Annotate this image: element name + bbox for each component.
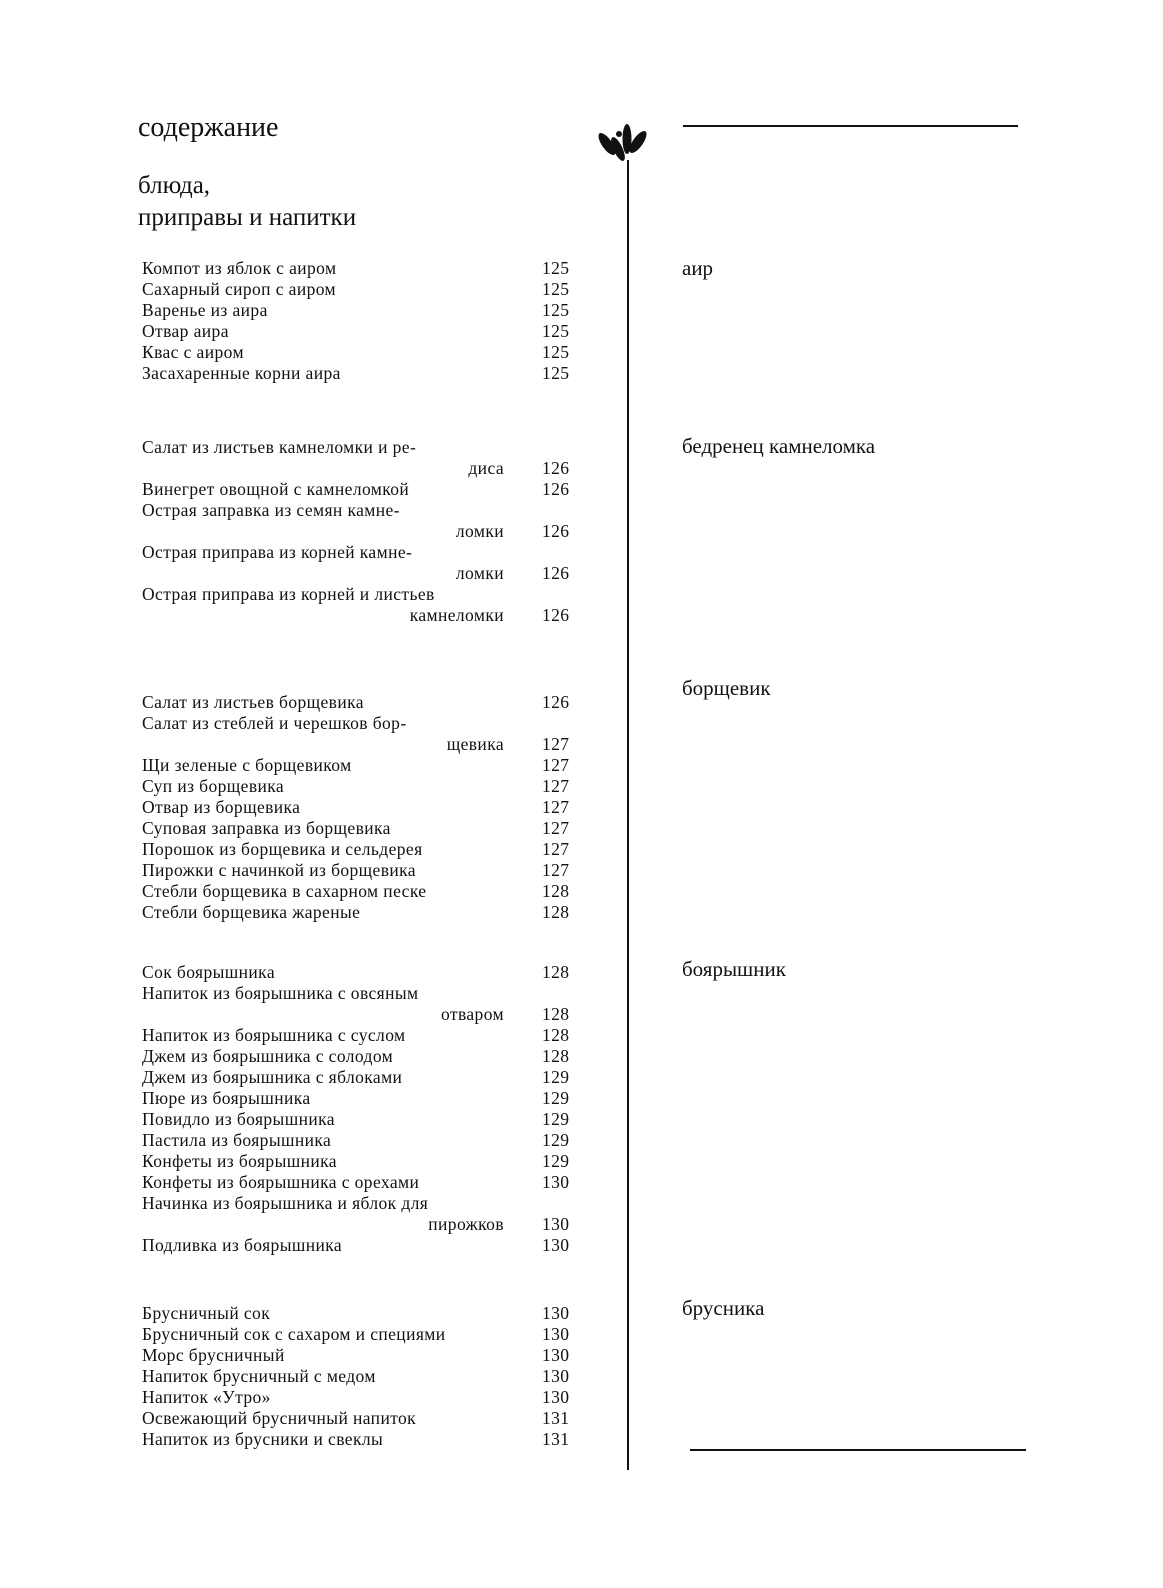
top-rule bbox=[683, 125, 1018, 127]
toc-entry-line bbox=[142, 563, 582, 584]
toc-entry-line bbox=[142, 1025, 582, 1046]
page-number: 126 bbox=[542, 521, 570, 541]
entry-title: Сок боярышника bbox=[142, 962, 275, 982]
page-number: 125 bbox=[542, 300, 570, 320]
entry-title: Салат из листьев камнеломки и ре- bbox=[142, 437, 417, 457]
page-number: 129 bbox=[542, 1151, 570, 1171]
entry-title: Отвар из борщевика bbox=[142, 797, 301, 817]
entry-title: Острая приправа из корней камне- bbox=[142, 542, 413, 562]
recipe-section bbox=[142, 437, 582, 626]
entry-title: Салат из стеблей и черешков бор- bbox=[142, 713, 407, 733]
toc-entry-line bbox=[142, 1214, 582, 1235]
toc-entry-line bbox=[142, 437, 582, 458]
entry-title: камнеломки bbox=[409, 605, 504, 625]
recipe-section bbox=[142, 962, 582, 1256]
entry-title: Напиток из боярышника с суслом bbox=[142, 1025, 406, 1045]
entry-title: Квас с аиром bbox=[142, 342, 244, 362]
entry-title: Начинка из боярышника и яблок для bbox=[142, 1193, 429, 1213]
entry-title: диса bbox=[468, 458, 504, 478]
entry-title: Компот из яблок с аиром bbox=[142, 258, 337, 278]
entry-title: Пирожки с начинкой из борщевика bbox=[142, 860, 416, 880]
page-number: 130 bbox=[542, 1235, 570, 1255]
toc-entry-line bbox=[142, 692, 582, 713]
subtitle-line: приправы и напитки bbox=[138, 204, 357, 231]
toc-entry-line bbox=[142, 300, 582, 321]
entry-title: Напиток из боярышника с овсяным bbox=[142, 983, 419, 1003]
toc-entry-line bbox=[142, 713, 582, 734]
page-number: 128 bbox=[542, 1004, 570, 1024]
page-number: 128 bbox=[542, 1046, 570, 1066]
page-number: 128 bbox=[542, 881, 570, 901]
entry-title: щевика bbox=[446, 734, 504, 754]
entry-title: Стебли борщевика жареные bbox=[142, 902, 361, 922]
entry-title: Брусничный сок с сахаром и специями bbox=[142, 1324, 446, 1344]
toc-entry-line bbox=[142, 776, 582, 797]
toc-entry-line bbox=[142, 881, 582, 902]
page-number: 127 bbox=[542, 797, 570, 817]
page-number: 127 bbox=[542, 734, 570, 754]
page-number: 131 bbox=[542, 1408, 570, 1428]
entry-title: Напиток «Утро» bbox=[142, 1387, 271, 1407]
page-number: 129 bbox=[542, 1067, 570, 1087]
entry-title: Повидло из боярышника bbox=[142, 1109, 335, 1129]
page-number: 128 bbox=[542, 1025, 570, 1045]
recipe-section bbox=[142, 1303, 582, 1450]
entry-title: Подливка из боярышника bbox=[142, 1235, 343, 1255]
page-number: 126 bbox=[542, 479, 570, 499]
page-number: 130 bbox=[542, 1214, 570, 1234]
entry-title: Острая заправка из семян камне- bbox=[142, 500, 400, 520]
entry-title: ломки bbox=[455, 563, 504, 583]
page-number: 126 bbox=[542, 692, 570, 712]
toc-entry-line bbox=[142, 1109, 582, 1130]
toc-entry-line bbox=[142, 1151, 582, 1172]
toc-entry-line bbox=[142, 755, 582, 776]
page-number: 128 bbox=[542, 902, 570, 922]
toc-entry-line bbox=[142, 605, 582, 626]
page-number: 125 bbox=[542, 258, 570, 278]
toc-entry-line bbox=[142, 542, 582, 563]
toc-entry-line bbox=[142, 1046, 582, 1067]
subtitle-line: блюда, bbox=[138, 172, 211, 199]
toc-entry-line bbox=[142, 860, 582, 881]
plant-label: аир bbox=[682, 256, 714, 280]
toc-entry-line bbox=[142, 342, 582, 363]
entry-title: Пюре из боярышника bbox=[142, 1088, 311, 1108]
entry-title: Напиток брусничный с медом bbox=[142, 1366, 376, 1386]
page-number: 129 bbox=[542, 1088, 570, 1108]
page-number: 130 bbox=[542, 1172, 570, 1192]
page-number: 130 bbox=[542, 1387, 570, 1407]
toc-entry-line bbox=[142, 363, 582, 384]
page-number: 127 bbox=[542, 818, 570, 838]
toc-entry-line bbox=[142, 839, 582, 860]
entry-title: Освежающий брусничный напиток bbox=[142, 1408, 417, 1428]
entry-title: Засахаренные корни аира bbox=[142, 363, 341, 383]
toc-entry-line bbox=[142, 1235, 582, 1256]
page-number: 127 bbox=[542, 860, 570, 880]
page-number: 125 bbox=[542, 342, 570, 362]
toc-entry-line bbox=[142, 734, 582, 755]
toc-entry-line bbox=[142, 1345, 582, 1366]
entry-title: пирожков bbox=[428, 1214, 504, 1234]
entry-title: Порошок из борщевика и сельдерея bbox=[142, 839, 423, 859]
recipe-section bbox=[142, 258, 582, 384]
entry-title: Пастила из боярышника bbox=[142, 1130, 332, 1150]
toc-entry-line bbox=[142, 1324, 582, 1345]
toc-entry-line bbox=[142, 1366, 582, 1387]
toc-entry-line bbox=[142, 1130, 582, 1151]
page-number: 130 bbox=[542, 1345, 570, 1365]
toc-entry-line bbox=[142, 321, 582, 342]
entry-title: Джем из боярышника с яблоками bbox=[142, 1067, 403, 1087]
entry-title: Стебли борщевика в сахарном песке bbox=[142, 881, 427, 901]
page-number: 131 bbox=[542, 1429, 570, 1449]
toc-entry-line bbox=[142, 1193, 582, 1214]
page-number: 125 bbox=[542, 279, 570, 299]
toc-entry-line bbox=[142, 479, 582, 500]
page-number: 130 bbox=[542, 1303, 570, 1323]
entry-title: Острая приправа из корней и листьев bbox=[142, 584, 435, 604]
page-number: 125 bbox=[542, 321, 570, 341]
toc-entry-line bbox=[142, 1387, 582, 1408]
toc-entry-line bbox=[142, 1303, 582, 1324]
toc-entry-line bbox=[142, 818, 582, 839]
page-number: 127 bbox=[542, 776, 570, 796]
plant-label: борщевик bbox=[682, 676, 771, 700]
entry-title: Суп из борщевика bbox=[142, 776, 285, 796]
toc-entry-line bbox=[142, 962, 582, 983]
page-number: 128 bbox=[542, 962, 570, 982]
bottom-rule bbox=[690, 1449, 1026, 1451]
entry-title: Отвар аира bbox=[142, 321, 229, 341]
page-title: содержание bbox=[138, 112, 279, 143]
toc-entry-line bbox=[142, 458, 582, 479]
page-number: 126 bbox=[542, 563, 570, 583]
page-number: 130 bbox=[542, 1366, 570, 1386]
plant-label: бедренец камнеломка bbox=[682, 434, 876, 458]
page-number: 127 bbox=[542, 755, 570, 775]
toc-entry-line bbox=[142, 1408, 582, 1429]
toc-entry-line bbox=[142, 1004, 582, 1025]
toc-entry-line bbox=[142, 902, 582, 923]
toc-entry-line bbox=[142, 521, 582, 542]
entry-title: Салат из листьев борщевика bbox=[142, 692, 364, 712]
plant-label: боярышник bbox=[682, 957, 786, 981]
page-number: 127 bbox=[542, 839, 570, 859]
recipe-section bbox=[142, 692, 582, 923]
entry-title: Морс брусничный bbox=[142, 1345, 285, 1365]
toc-entry-line bbox=[142, 1067, 582, 1088]
toc-entry-line bbox=[142, 1429, 582, 1450]
entry-title: ломки bbox=[455, 521, 504, 541]
entry-title: Варенье из аира bbox=[142, 300, 268, 320]
entry-title: Конфеты из боярышника с орехами bbox=[142, 1172, 420, 1192]
entry-title: отваром bbox=[440, 1004, 504, 1024]
entry-title: Конфеты из боярышника bbox=[142, 1151, 337, 1171]
entry-title: Напиток из брусники и свеклы bbox=[142, 1429, 384, 1449]
entry-title: Винегрет овощной с камнеломкой bbox=[142, 479, 410, 499]
entry-title: Сахарный сироп с аиром bbox=[142, 279, 337, 299]
toc-entry-line bbox=[142, 584, 582, 605]
vertical-divider bbox=[627, 160, 629, 1470]
entry-title: Брусничный сок bbox=[142, 1303, 271, 1323]
page-number: 126 bbox=[542, 605, 570, 625]
toc-entry-line bbox=[142, 1172, 582, 1193]
page-number: 129 bbox=[542, 1130, 570, 1150]
subtitle bbox=[138, 170, 356, 234]
page-number: 126 bbox=[542, 458, 570, 478]
toc-entry-line bbox=[142, 258, 582, 279]
page-number: 130 bbox=[542, 1324, 570, 1344]
toc-entry-line bbox=[142, 500, 582, 521]
plant-label: брусника bbox=[682, 1296, 765, 1320]
toc-entry-line bbox=[142, 1088, 582, 1109]
toc-entry-line bbox=[142, 797, 582, 818]
toc-entry-line bbox=[142, 279, 582, 300]
entry-title: Щи зеленые с борщевиком bbox=[142, 755, 352, 775]
entry-title: Джем из боярышника с солодом bbox=[142, 1046, 394, 1066]
entry-title: Суповая заправка из борщевика bbox=[142, 818, 391, 838]
page-number: 129 bbox=[542, 1109, 570, 1129]
leaf-ornament-icon bbox=[595, 122, 650, 167]
page-number: 125 bbox=[542, 363, 570, 383]
toc-entry-line bbox=[142, 983, 582, 1004]
